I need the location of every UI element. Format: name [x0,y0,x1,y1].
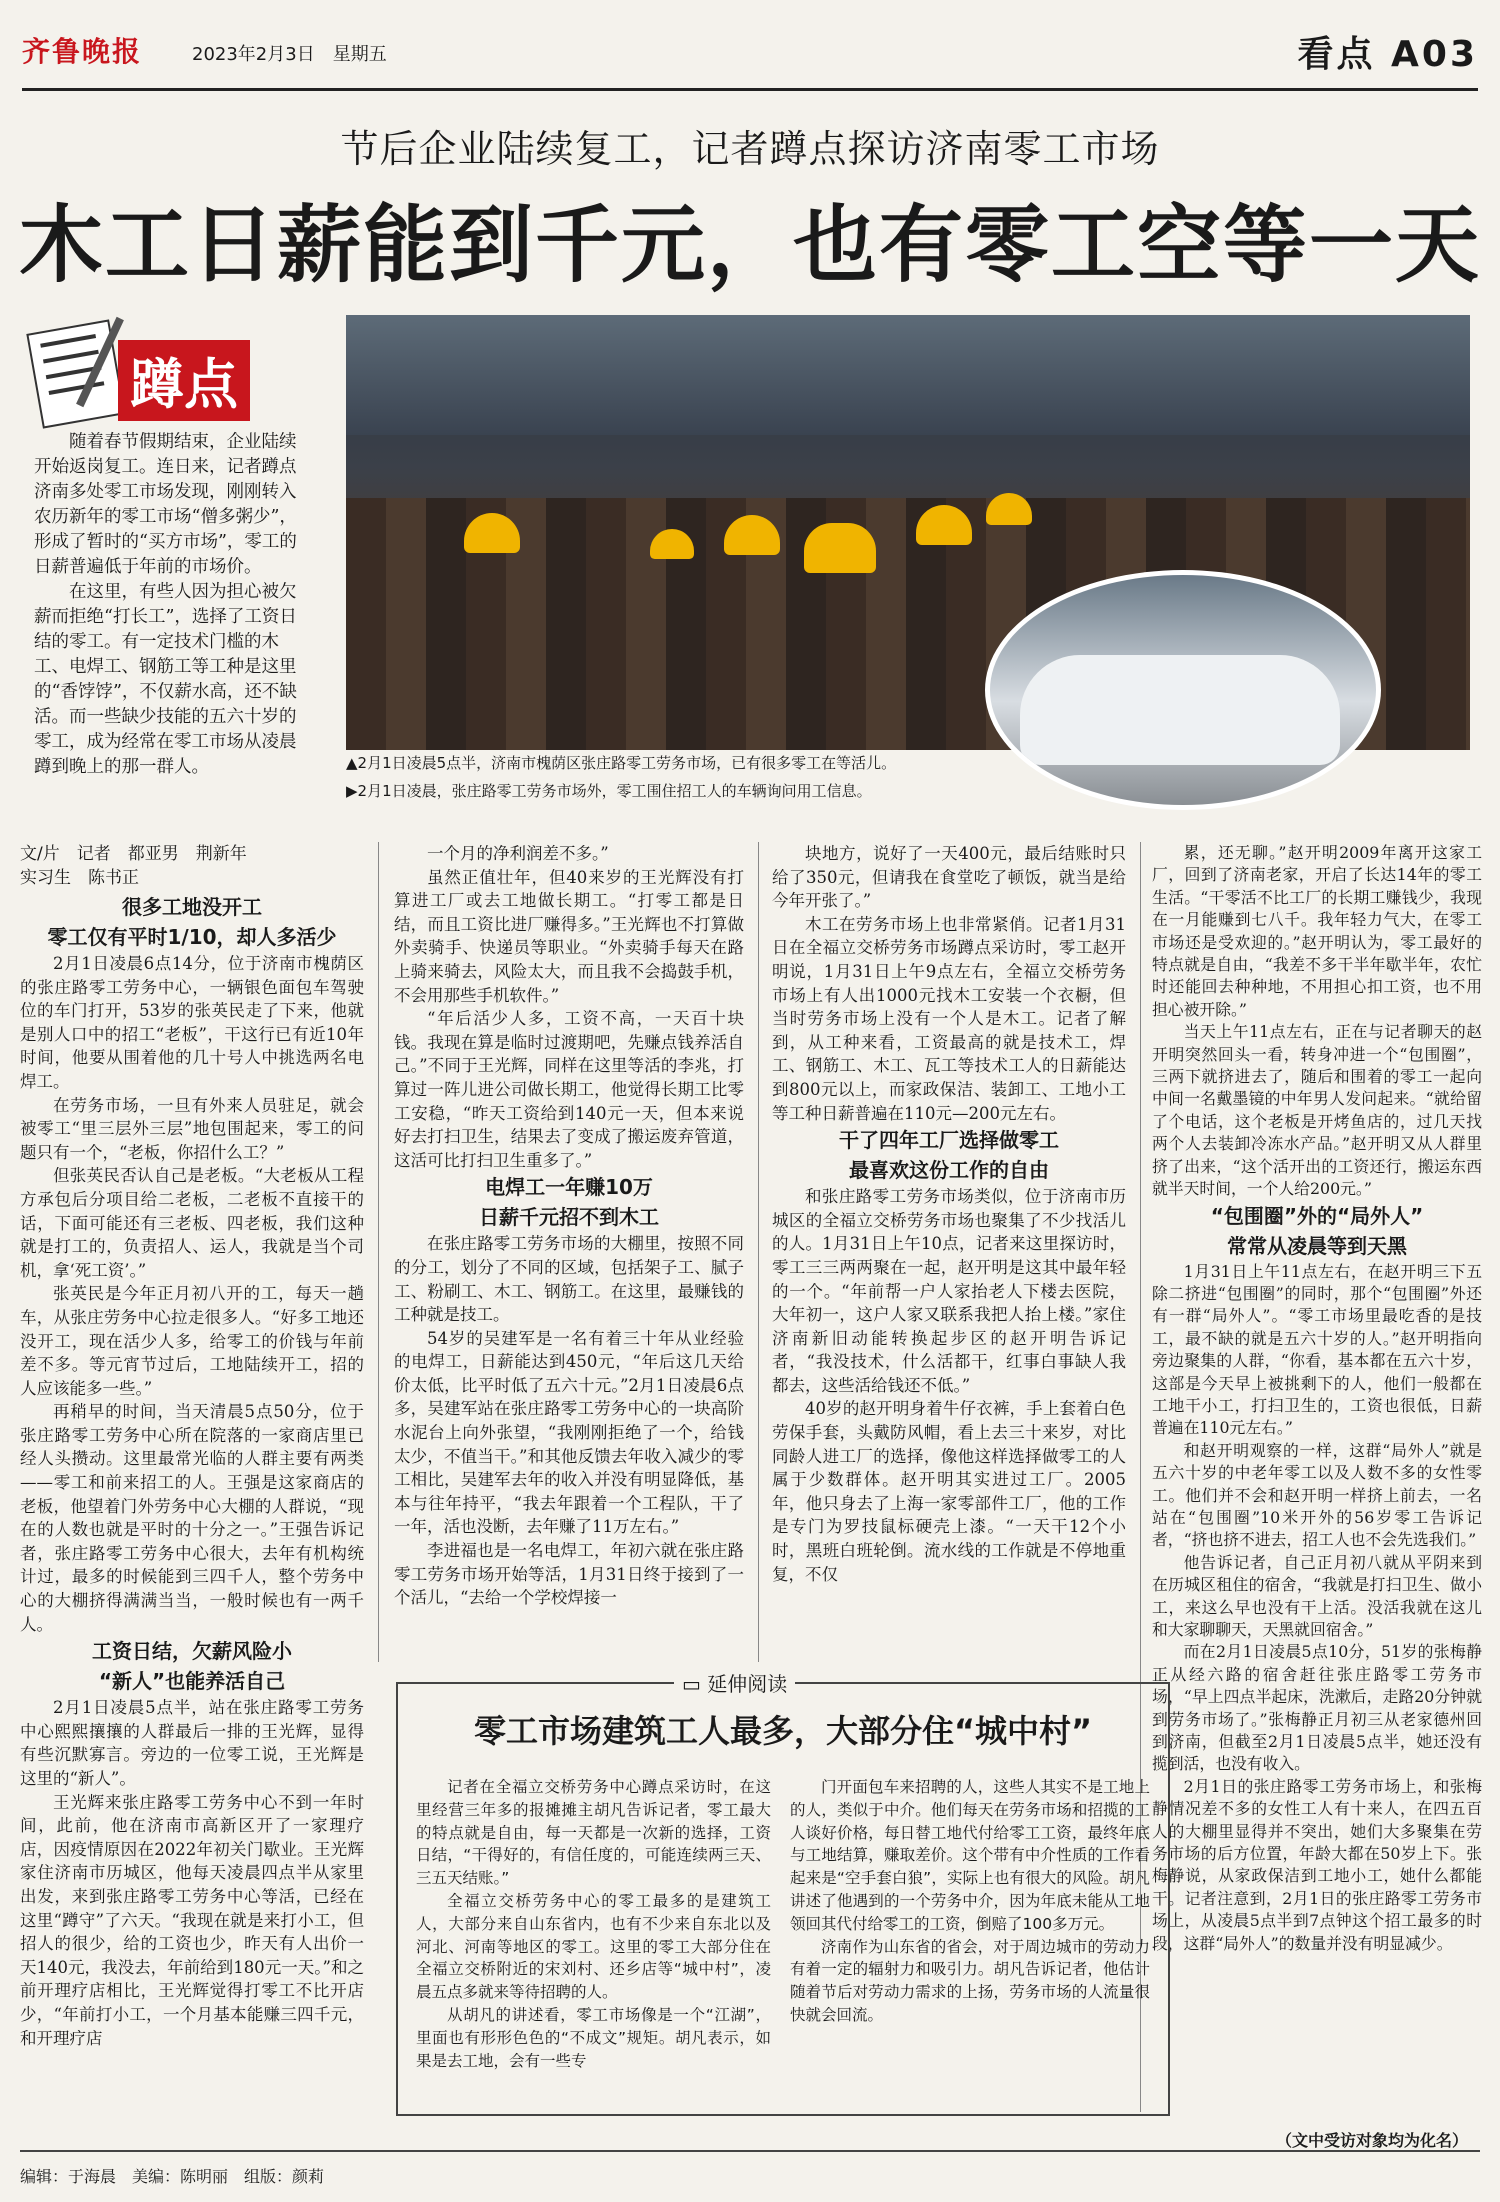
column-tag-label: 蹲点 [118,340,250,421]
byline-line: 实习生 陈书正 [20,868,139,888]
body-paragraph: 再稍早的时间，当天清晨5点50分，位于张庄路零工劳务中心所在院落的一家商店里已经人头攒动。这里最常光临的人群主要有两类——零工和前来招工的人。王强是这家商店的老板，他望着门外劳务中心大棚的人群说，“现在的人数也就是平时的十分之一。”王强告诉记者，张庄路零工劳务中心很大，去年有机构统计过，最多的时候能到三四千人，整个劳务中心的大棚挤得满满当当，一般时候也有一两千人。 [20,1402,364,1634]
column-tag [34,318,274,428]
intro-paragraph: 在这里，有些人因为担心被欠薪而拒绝“打长工”，选择了工资日结的零工。有一定技术门槛的木工、电焊工、钢筋工等工种是这里的“香饽饽”，不仅薪水高，还不缺活。而一些缺少技能的五六十岁的零工，成为经常在零工市场从凌晨蹲到晚上的那一群人。 [34,582,297,777]
body-paragraph: 而在2月1日凌晨5点10分，51岁的张梅静正从经六路的宿舍赶往张庄路零工劳务市场，“早上四点半起床，洗漱后，走路20分钟就到劳务市场了。”张梅静正月初三从老家德州回到济南，但截至2月1日凌晨5点半，她还没有揽到活，也没有收入。 [1152,1642,1482,1774]
body-paragraph: 2月1日凌晨5点半，站在张庄路零工劳务中心熙熙攘攘的人群最后一排的王光辉，显得有些沉默寡言。旁边的一位零工说，王光辉是这里的“新人”。 [20,1698,364,1788]
body-paragraph: 一个月的净利润差不多。” [427,844,609,863]
byline-line: 文/片 记者 都亚男 荆新年 [20,844,247,864]
body-paragraph: 54岁的吴建军是一名有着三十年从业经验的电焊工，日薪能达到450元，“年后这几天给价太低，比平时低了五六十元。”2月1日凌晨6点多，吴建军站在张庄路零工劳务中心的一块高阶水泥台上向外张望，“我刚刚拒绝了一个，给钱太少，不值当干。”和其他反馈去年收入减少的零工相比，吴建军去年的收入并没有明显降低，基本与往年持平，“我去年跟着一个工程队，干了一年，活也没断，去年赚了11万左右。” [394,1328,744,1537]
kicker-title: 节后企业陆续复工，记者蹲点探访济南零工市场 [340,127,1160,171]
newspaper-logo: 齐鲁晚报 [22,35,143,68]
body-paragraph: 全福立交桥劳务中心的零工最多的是建筑工人，大部分来自山东省内，也有不少来自东北以及河北、河南等地区的零工。这里的零工大部分住在全福立交桥附近的宋刘村、还乡店等“城中村”，凌晨五点多就来等待招聘的人。 [416,1891,771,2002]
extended-column-left [416,1776,771,2072]
body-paragraph: 在劳务市场，一旦有外来人员驻足，就会被零工“里三层外三层”地包围起来，零工的问题只有一个，“老板，你招什么工？” [20,1095,364,1162]
article-column-4 [1152,842,1482,1955]
body-paragraph: 记者在全福立交桥劳务中心蹲点采访时，在这里经营三年多的报摊摊主胡凡告诉记者，零工最大的特点就是自由，每一天都是一次新的选择，工资日结，“干得好的，有信任度的，可能连续两三天、三五天结账。” [416,1778,771,1888]
body-paragraph: 40岁的赵开明身着牛仔衣裤，手上套着白色劳保手套，头戴防风帽，看上去三十来岁，对比同龄人进工厂的选择，像他这样选择做零工的人属于少数群体。赵开明其实进过工厂。2005年，他只身去了上海一家零部件工厂，他的工作是专门为罗技鼠标硬壳上漆。“一天干12个小时，黑班白班轮倒。流水线的工作就是不停地重复，不仅 [772,1399,1126,1584]
extended-reading-label [674,1668,795,1697]
article-column-3 [772,842,1126,1586]
body-paragraph: 他告诉记者，自己正月初八就从平阴来到在历城区租住的宿舍，“我就是打扫卫生、做小工，来这么早也没有干上活。没活我就在这儿和大家聊聊天，天黑就回宿舍。” [1152,1552,1482,1639]
article-column-1 [20,892,364,2050]
body-paragraph: 但张英民否认自己是老板。“大老板从工程方承包后分项目给二老板，二老板不直接干的话，下面可能还有三老板、四老板，我们这种就是打工的，负责招人、运人，我就是当个司机，拿‘死工资’。” [20,1166,364,1280]
body-paragraph: 从胡凡的讲述看，零工市场像是一个“江湖”，里面也有形形色色的“不成文”规矩。胡凡表示，如果是去工地，会有一些专 [416,2005,771,2070]
issue-date: 2023年2月3日 星期五 [192,44,387,65]
body-paragraph: 王光辉来张庄路零工劳务中心不到一年时间，此前，他在济南市高新区开了一家理疗店，因疫情原因在2022年初关门歇业。王光辉家住济南市历城区，他每天凌晨四点半从家里出发，来到张庄路零工劳务中心等活，已经在这里“蹲守”了六天。“我现在就是来打小工，但招人的很少，给的工资也少，昨天有人出价一天140元，我没去，年前给到180元一天。”和之前开理疗店相比，王光辉觉得打零工不比开店少，“年前打小工，一个月基本能赚三四千元，和开理疗店 [20,1792,364,2048]
body-paragraph: 和张庄路零工劳务市场类似，位于济南市历城区的全福立交桥劳务市场也聚集了不少找活儿的人。1月31日上午10点，记者来这里探访时，零工三三两两聚在一起，赵开明是这其中最年轻的一个。“年前帮一户人家抬老人下楼去医院，大年初一，这户人家又联系我把人抬上楼。”家住济南新旧动能转换起步区的赵开明告诉记者，“我没技术，什么活都干，红事白事缺人我都去，这些活给钱还不低。” [772,1187,1126,1395]
extended-reading-box [396,1672,1170,2116]
extended-reading-title: 零工市场建筑工人最多，大部分住“城中村” [473,1712,1093,1750]
byline [20,842,247,890]
section-subhead: 干了四年工厂选择做零工 最喜欢这份工作的自由 [839,1128,1059,1183]
body-paragraph: 虽然正值壮年，但40来岁的王光辉没有打算进工厂或去工地做长期工。“打零工都是日结，而且工资比进厂赚得多。”王光辉也不打算做外卖骑手、快递员等职业。“外卖骑手每天在路上骑来骑去，风险太大，而且我不会捣鼓手机，不会用那些手机软件。” [394,867,744,1005]
body-paragraph: 门开面包车来招聘的人，这些人其实不是工地上的人，类似于中介。他们每天在劳务市场和招揽的工人谈好价格，每日替工地代付给零工工资，最终年底与工地结算，赚取差价。这个带有中介性质的工作看起来是“空手套白狼”，实际上也有很大的风险。胡凡讲述了他遇到的一个劳务中介，因为年底未能从工地领回其代付给零工的工资，倒赔了100多万元。 [790,1778,1150,1933]
photo-caption: ▲2月1日凌晨5点半，济南市槐荫区张庄路零工劳务市场，已有很多零工在等活儿。 [346,754,897,772]
body-paragraph: 李进福也是一名电焊工，年初六就在张庄路零工劳务市场开始等活，1月31日终于接到了一个活儿，“去给一个学校焊接一 [394,1541,744,1608]
intro-paragraph: 随着春节假期结束，企业陆续开始返岗复工。连日来，记者蹲点济南多处零工市场发现，刚刚转入农历新年的零工市场“僧多粥少”，形成了暂时的“买方市场”，零工的日薪普遍低于年前的市场价。 [34,432,297,577]
article-column-2 [394,842,744,1610]
body-paragraph: 1月31日上午11点左右，在赵开明三下五除二挤进“包围圈”的同时，那个“包围圈”外还有一群“局外人”。“零工市场里最吃香的是技工，最不缺的就是五六十岁的人。”赵开明指向旁边聚集的人群，“你看，基本都在五六十岁，这部是今天早上被挑剩下的人，他们一般都在工地干小工，打扫卫生的，工资也很低，日薪普遍在110元左右。” [1152,1261,1482,1438]
main-headline: 木工日薪能到千元，也有零工空等一天 [18,196,1481,294]
body-paragraph: 和赵开明观察的一样，这群“局外人”就是五六十岁的中老年零工以及人数不多的女性零工。他们并不会和赵开明一样挤上前去，一名站在“包围圈”10米开外的56岁零工告诉记者，“挤也挤不进去，招工人也不会先选我们。” [1152,1440,1482,1550]
intro-text [34,430,304,780]
extended-column-right [790,1776,1150,2027]
section-subhead: 工资日结，欠薪风险小 “新人”也能养活自己 [92,1639,292,1694]
body-paragraph: 累，还无聊。”赵开明2009年离开这家工厂，回到了济南老家，开启了长达14年的零工生活。“干零活不比工厂的长期工赚钱少，我现在一月能赚到七八千。我年轻力气大，在零工市场还是受欢迎的。”赵开明认为，零工最好的特点就是自由，“我差不多干半年歇半年，农忙时还能回去种种地，不用担心扣工资，也不用担心被开除。” [1152,843,1482,1019]
inset-photo [985,570,1381,810]
body-paragraph: 木工在劳务市场上也非常紧俏。记者1月31日在全福立交桥劳务市场蹲点采访时，零工赵开明说，1月31日上午9点左右，全福立交桥劳务市场上有人出1000元找木工安装一个衣橱，但当时劳务市场上没有一个人是木工。记者了解到，从工种来看，工资最高的就是技术工，焊工、钢筋工、木工、瓦工等技术工人的日薪能达到800元以上，而家政保洁、装卸工、工地小工等工种日薪普遍在110元—200元左右。 [772,914,1126,1123]
body-paragraph: 张英民是今年正月初八开的工，每天一趟车，从张庄劳务中心拉走很多人。“好多工地还没开工，现在活少人多，给零工的价钱与年前差不多。等元宵节过后，工地陆续开工，招的人应该能多一些。” [20,1284,364,1398]
car-shape [1020,655,1340,765]
photo-caption: ▶2月1日凌晨，张庄路零工劳务市场外，零工围住招工人的车辆询问用工信息。 [346,782,872,800]
section-page: 看点 A03 [1297,34,1478,75]
body-paragraph: 2月1日凌晨6点14分，位于济南市槐荫区的张庄路零工劳务中心，一辆银色面包车驾驶位的车门打开，53岁的张英民走了下来，他就是别人口中的招工“老板”，干这行已有近10年时间，他要从围着他的几十号人中挑选两名电焊工。 [20,954,364,1091]
editor-credits: 编辑：于海晨 美编：陈明丽 组版：颜莉 [20,2167,325,2186]
body-paragraph: 在张庄路零工劳务市场的大棚里，按照不同的分工，划分了不同的区域，包括架子工、腻子工、粉刷工、木工、钢筋工。在这里，最赚钱的工种就是技工。 [394,1234,744,1325]
section-subhead: 很多工地没开工 零工仅有平时1/10，却人多活少 [47,895,337,949]
document-icon: ▭ [682,1672,701,1696]
body-paragraph: 块地方，说好了一天400元，最后结账时只给了350元，但请我在食堂吃了顿饭，就当是给今年开张了。” [772,844,1126,911]
body-paragraph: 当天上午11点左右，正在与记者聊天的赵开明突然回头一看，转身冲进一个“包围圈”，三两下就挤进去了，随后和围着的零工一起向中间一名戴墨镜的中年男人发问起来。“就给留了个电话，这个老板是开烤鱼店的，过几天找两个人去装卸冷冻水产品。”赵开明又从人群里挤了出来，“这个活开出的工资还行，搬运东西就半天时间，一个人给200元。” [1152,1022,1482,1199]
helmet-shape [804,523,876,573]
section-subhead: “包围圈”外的“局外人” 常常从凌晨等到天黑 [1210,1203,1424,1258]
body-paragraph: 2月1日的张庄路零工劳务市场上，和张梅静情况差不多的女性工人有十来人，在四五百人的大棚里显得并不突出，她们大多聚集在劳务市场的后方位置，年龄大都在50岁上下。张梅静说，从家政保洁到工地小工，她什么都能干。记者注意到，2月1日的张庄路零工劳务市场上，从凌晨5点半到7点钟这个招工最多的时段，这群“局外人”的数量并没有明显减少。 [1152,1776,1482,1953]
section-subhead: 电焊工一年赚10万 日薪千元招不到木工 [479,1175,659,1230]
body-paragraph: 济南作为山东省的省会，对于周边城市的劳动力有着一定的辐射力和吸引力。胡凡告诉记者，他估计随着节后对劳动力需求的上扬，劳务市场的人流量很快就会回流。 [790,1937,1150,2024]
masthead [22,18,1478,91]
body-paragraph: “年后活少人多，工资不高，一天百十块钱。我现在算是临时过渡期吧，先赚点钱养活自己。”不同于王光辉，同样在这里等活的李兆，打算过一阵儿进公司做长期工，他觉得长期工比零工安稳，“昨天工资给到140元一天，但本来说好去打扫卫生，结果去了变成了搬运废弃管道，这活可比打扫卫生重多了。” [394,1009,744,1170]
author-note: （文中受访对象均为化名） [1275,2131,1468,2150]
extended-reading-text: 延伸阅读 [707,1672,788,1696]
